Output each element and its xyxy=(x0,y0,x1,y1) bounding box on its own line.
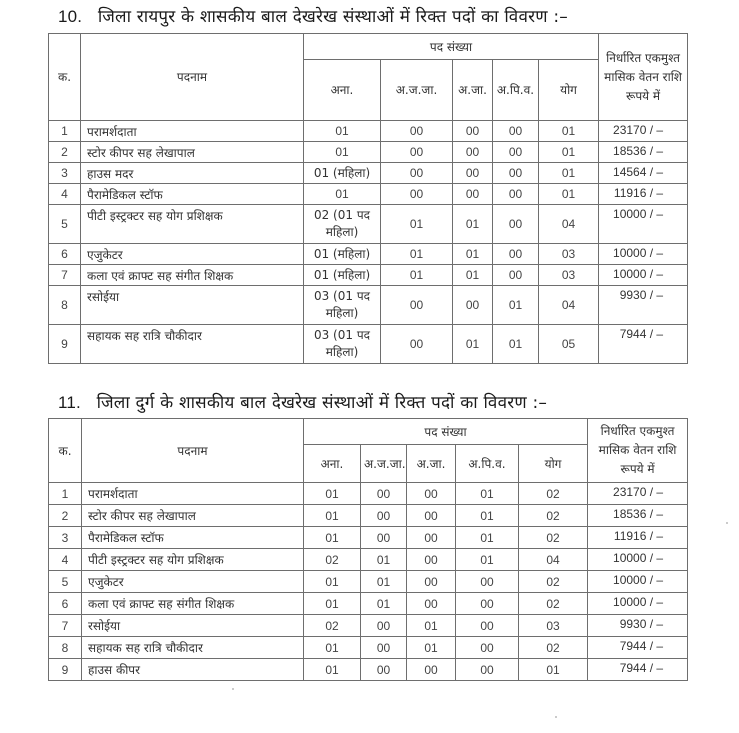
cell-serial: 3 xyxy=(49,527,82,549)
header-sc: अ.जा. xyxy=(407,445,456,483)
cell-serial: 8 xyxy=(49,637,82,659)
cell-designation: पीटी इस्ट्रक्टर सह योग प्रशिक्षक xyxy=(82,549,304,571)
header-st: अ.ज.जा. xyxy=(381,60,453,121)
table-row xyxy=(49,205,688,244)
cell-pay: 7944 / – xyxy=(588,637,688,659)
cell-st: 01 xyxy=(381,265,453,286)
cell-st: 01 xyxy=(361,571,407,593)
cell-obc: 01 xyxy=(456,549,519,571)
cell-total: 03 xyxy=(539,244,599,265)
header-designation: पदनाम xyxy=(82,419,304,483)
cell-designation: पैरामेडिकल स्टॉफ xyxy=(81,184,304,205)
cell-obc: 00 xyxy=(456,593,519,615)
cell-sc: 00 xyxy=(407,527,456,549)
table-row xyxy=(49,571,688,593)
cell-designation: रसोईया xyxy=(82,615,304,637)
cell-obc: 00 xyxy=(493,244,539,265)
cell-pay: 18536 / – xyxy=(599,142,688,163)
cell-serial: 6 xyxy=(49,244,81,265)
section-heading: जिला रायपुर के शासकीय बाल देखरेख संस्थाओं में रिक्त पदों का विवरण :– xyxy=(97,7,568,27)
cell-sc: 01 xyxy=(453,205,493,244)
cell-unreserved: 01 xyxy=(304,593,361,615)
scan-speck xyxy=(726,522,728,524)
cell-pay: 10000 / – xyxy=(599,244,688,265)
vacancy-table-durg xyxy=(48,418,688,681)
cell-serial: 2 xyxy=(49,142,81,163)
scan-speck xyxy=(232,688,234,690)
table-row xyxy=(49,659,688,681)
cell-pay: 10000 / – xyxy=(588,549,688,571)
table-row xyxy=(49,286,688,325)
cell-unreserved: 01 xyxy=(304,527,361,549)
cell-obc: 00 xyxy=(493,121,539,142)
header-designation: पदनाम xyxy=(81,34,304,121)
cell-serial: 9 xyxy=(49,325,81,364)
cell-pay: 7944 / – xyxy=(588,659,688,681)
cell-unreserved: 01 (महिला) xyxy=(304,163,381,184)
cell-unreserved: 01 (महिला) xyxy=(304,265,381,286)
cell-unreserved: 01 (महिला) xyxy=(304,244,381,265)
cell-unreserved: 02 xyxy=(304,615,361,637)
cell-pay: 10000 / – xyxy=(599,205,688,244)
table-row xyxy=(49,163,688,184)
table-body xyxy=(49,121,688,364)
cell-designation: परामर्शदाता xyxy=(81,121,304,142)
cell-sc: 01 xyxy=(407,615,456,637)
cell-total: 05 xyxy=(539,325,599,364)
section-title-durg xyxy=(58,390,547,413)
cell-designation: स्टोर कीपर सह लेखापाल xyxy=(81,142,304,163)
header-total: योग xyxy=(519,445,588,483)
cell-total: 02 xyxy=(519,505,588,527)
cell-designation: परामर्शदाता xyxy=(82,483,304,505)
header-sc: अ.जा. xyxy=(453,60,493,121)
cell-designation: कला एवं क्राफ्ट सह संगीत शिक्षक xyxy=(81,265,304,286)
cell-obc: 00 xyxy=(456,659,519,681)
cell-obc: 01 xyxy=(456,505,519,527)
cell-designation: एजुकेटर xyxy=(82,571,304,593)
cell-serial: 4 xyxy=(49,184,81,205)
cell-st: 00 xyxy=(361,527,407,549)
cell-pay: 10000 / – xyxy=(588,593,688,615)
scan-speck xyxy=(555,716,557,718)
cell-pay: 9930 / – xyxy=(588,615,688,637)
cell-st: 00 xyxy=(381,163,453,184)
cell-total: 01 xyxy=(519,659,588,681)
cell-obc: 01 xyxy=(456,483,519,505)
cell-st: 01 xyxy=(361,549,407,571)
cell-sc: 01 xyxy=(407,637,456,659)
cell-total: 03 xyxy=(539,265,599,286)
cell-sc: 01 xyxy=(453,244,493,265)
cell-unreserved: 03 (01 पद महिला) xyxy=(304,286,381,325)
table-row xyxy=(49,325,688,364)
header-post-count: पद संख्या xyxy=(304,34,599,60)
table-row xyxy=(49,593,688,615)
cell-pay: 9930 / – xyxy=(599,286,688,325)
cell-serial: 8 xyxy=(49,286,81,325)
cell-st: 01 xyxy=(361,593,407,615)
table-row xyxy=(49,637,688,659)
cell-designation: रसोईया xyxy=(81,286,304,325)
cell-total: 02 xyxy=(519,593,588,615)
cell-total: 03 xyxy=(519,615,588,637)
header-unreserved: अना. xyxy=(304,445,361,483)
cell-total: 01 xyxy=(539,163,599,184)
cell-sc: 00 xyxy=(407,505,456,527)
cell-pay: 10000 / – xyxy=(599,265,688,286)
table-row xyxy=(49,527,688,549)
header-st: अ.ज.जा. xyxy=(361,445,407,483)
cell-serial: 5 xyxy=(49,205,81,244)
section-number: 10. xyxy=(58,7,83,26)
cell-unreserved: 01 xyxy=(304,142,381,163)
cell-total: 02 xyxy=(519,571,588,593)
cell-serial: 7 xyxy=(49,265,81,286)
section-heading: जिला दुर्ग के शासकीय बाल देखरेख संस्थाओं में रिक्त पदों का विवरण :– xyxy=(96,393,548,413)
cell-designation: हाउस कीपर xyxy=(82,659,304,681)
cell-serial: 3 xyxy=(49,163,81,184)
table-row xyxy=(49,184,688,205)
cell-unreserved: 01 xyxy=(304,659,361,681)
cell-unreserved: 01 xyxy=(304,505,361,527)
header-unreserved: अना. xyxy=(304,60,381,121)
cell-pay: 14564 / – xyxy=(599,163,688,184)
table-row xyxy=(49,505,688,527)
cell-sc: 00 xyxy=(453,142,493,163)
cell-total: 04 xyxy=(539,286,599,325)
cell-sc: 00 xyxy=(453,286,493,325)
table-body xyxy=(49,483,688,681)
cell-designation: एजुकेटर xyxy=(81,244,304,265)
cell-obc: 01 xyxy=(493,325,539,364)
cell-designation: पीटी इस्ट्रक्टर सह योग प्रशिक्षक xyxy=(81,205,304,244)
vacancy-table-raipur xyxy=(48,33,688,364)
cell-total: 02 xyxy=(519,527,588,549)
cell-serial: 7 xyxy=(49,615,82,637)
cell-unreserved: 03 (01 पद महिला) xyxy=(304,325,381,364)
cell-total: 01 xyxy=(539,121,599,142)
cell-st: 00 xyxy=(361,483,407,505)
cell-sc: 00 xyxy=(407,571,456,593)
cell-serial: 1 xyxy=(49,483,82,505)
cell-obc: 00 xyxy=(493,265,539,286)
table-row xyxy=(49,121,688,142)
cell-st: 00 xyxy=(361,659,407,681)
header-obc: अ.पि.व. xyxy=(493,60,539,121)
cell-total: 04 xyxy=(539,205,599,244)
cell-pay: 10000 / – xyxy=(588,571,688,593)
cell-designation: पैरामेडिकल स्टॉफ xyxy=(82,527,304,549)
cell-unreserved: 01 xyxy=(304,184,381,205)
cell-st: 00 xyxy=(361,637,407,659)
cell-unreserved: 01 xyxy=(304,483,361,505)
cell-sc: 01 xyxy=(453,265,493,286)
table-row xyxy=(49,142,688,163)
cell-obc: 00 xyxy=(493,142,539,163)
cell-sc: 00 xyxy=(453,163,493,184)
header-obc: अ.पि.व. xyxy=(456,445,519,483)
header-serial: क. xyxy=(49,419,82,483)
cell-st: 00 xyxy=(381,286,453,325)
cell-pay: 11916 / – xyxy=(599,184,688,205)
cell-unreserved: 02 (01 पद महिला) xyxy=(304,205,381,244)
cell-st: 01 xyxy=(381,244,453,265)
header-total: योग xyxy=(539,60,599,121)
header-pay: निर्धारित एकमुश्त मासिक वेतन राशि रूपये में xyxy=(588,419,688,483)
header-serial: क. xyxy=(49,34,81,121)
header-pay: निर्धारित एकमुश्त मासिक वेतन राशि रूपये में xyxy=(599,34,688,121)
cell-sc: 00 xyxy=(407,659,456,681)
cell-obc: 00 xyxy=(456,571,519,593)
cell-total: 02 xyxy=(519,637,588,659)
table-row xyxy=(49,483,688,505)
cell-sc: 00 xyxy=(407,593,456,615)
cell-unreserved: 01 xyxy=(304,121,381,142)
cell-pay: 7944 / – xyxy=(599,325,688,364)
cell-designation: स्टोर कीपर सह लेखापाल xyxy=(82,505,304,527)
cell-obc: 01 xyxy=(456,527,519,549)
cell-serial: 6 xyxy=(49,593,82,615)
cell-st: 01 xyxy=(381,205,453,244)
table-row xyxy=(49,244,688,265)
cell-pay: 18536 / – xyxy=(588,505,688,527)
cell-serial: 2 xyxy=(49,505,82,527)
cell-st: 00 xyxy=(361,615,407,637)
cell-serial: 1 xyxy=(49,121,81,142)
cell-designation: कला एवं क्राफ्ट सह संगीत शिक्षक xyxy=(82,593,304,615)
cell-unreserved: 01 xyxy=(304,637,361,659)
cell-pay: 23170 / – xyxy=(599,121,688,142)
cell-designation: हाउस मदर xyxy=(81,163,304,184)
cell-serial: 5 xyxy=(49,571,82,593)
cell-obc: 00 xyxy=(456,615,519,637)
cell-st: 00 xyxy=(381,325,453,364)
cell-pay: 11916 / – xyxy=(588,527,688,549)
cell-unreserved: 02 xyxy=(304,549,361,571)
cell-st: 00 xyxy=(381,142,453,163)
cell-obc: 00 xyxy=(493,205,539,244)
cell-st: 00 xyxy=(381,121,453,142)
section-title-raipur xyxy=(58,4,568,27)
cell-sc: 00 xyxy=(407,549,456,571)
cell-sc: 00 xyxy=(407,483,456,505)
cell-obc: 01 xyxy=(493,286,539,325)
table-row xyxy=(49,615,688,637)
cell-total: 01 xyxy=(539,184,599,205)
cell-total: 01 xyxy=(539,142,599,163)
cell-sc: 01 xyxy=(453,325,493,364)
cell-st: 00 xyxy=(361,505,407,527)
cell-obc: 00 xyxy=(493,184,539,205)
cell-serial: 9 xyxy=(49,659,82,681)
cell-obc: 00 xyxy=(493,163,539,184)
cell-serial: 4 xyxy=(49,549,82,571)
header-post-count: पद संख्या xyxy=(304,419,588,445)
cell-sc: 00 xyxy=(453,121,493,142)
cell-sc: 00 xyxy=(453,184,493,205)
table-row xyxy=(49,549,688,571)
cell-total: 02 xyxy=(519,483,588,505)
cell-total: 04 xyxy=(519,549,588,571)
cell-obc: 00 xyxy=(456,637,519,659)
cell-designation: सहायक सह रात्रि चौकीदार xyxy=(81,325,304,364)
table-row xyxy=(49,265,688,286)
cell-designation: सहायक सह रात्रि चौकीदार xyxy=(82,637,304,659)
cell-unreserved: 01 xyxy=(304,571,361,593)
cell-st: 00 xyxy=(381,184,453,205)
section-number: 11. xyxy=(58,393,81,412)
cell-pay: 23170 / – xyxy=(588,483,688,505)
